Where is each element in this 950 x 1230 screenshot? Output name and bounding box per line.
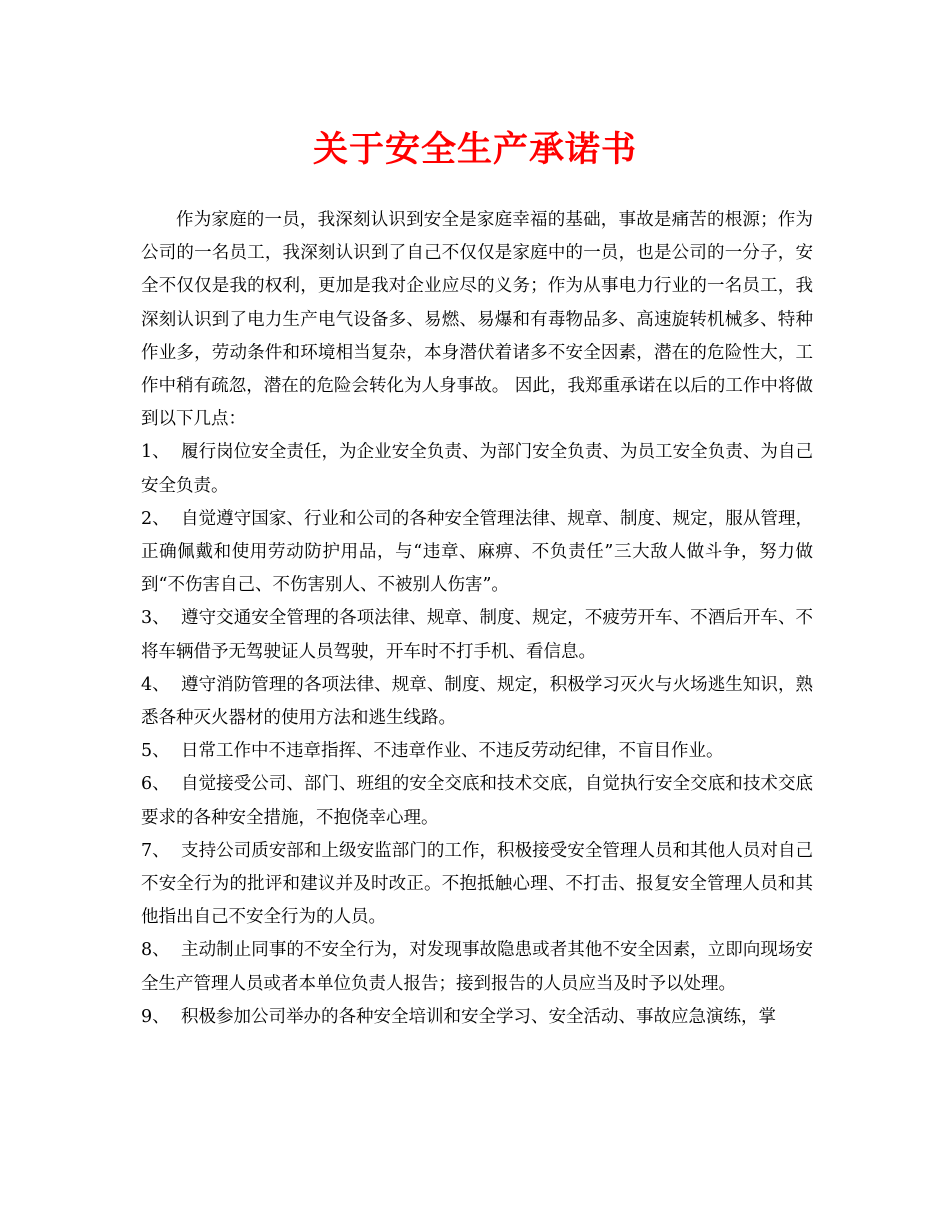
item-number: 3、 <box>141 608 170 629</box>
list-item <box>141 934 813 1000</box>
item-number: 8、 <box>141 940 170 961</box>
item-text: 主动制止同事的不安全行为，对发现事故隐患或者其他不安全因素，立即向现场安全生产管理人员或者本单位负责人报告；接到报告的人员应当及时予以处理。 <box>141 940 813 994</box>
item-number: 4、 <box>141 674 170 695</box>
list-item <box>141 735 813 768</box>
list-item <box>141 1001 813 1034</box>
item-number: 6、 <box>141 774 170 795</box>
document-title: 关于安全生产承诺书 <box>312 129 637 170</box>
list-item <box>141 503 813 603</box>
item-number: 5、 <box>141 741 170 762</box>
item-text: 自觉遵守国家、行业和公司的各种安全管理法律、规章、制度、规定，服从管理，正确佩戴和使用劳动防护用品，与“违章、麻痹、不负责任”三大敌人做斗争，努力做到“不伤害自己、不伤害别人、不被别人伤害”。 <box>141 508 813 596</box>
list-item <box>141 602 813 668</box>
item-text: 日常工作中不违章指挥、不违章作业、不违反劳动纪律，不盲目作业。 <box>181 741 724 762</box>
list-item <box>141 436 813 502</box>
document-body <box>141 204 813 1034</box>
item-number: 7、 <box>141 840 170 861</box>
list-item <box>141 835 813 935</box>
item-number: 1、 <box>141 442 170 463</box>
item-text: 履行岗位安全责任，为企业安全负责、为部门安全负责、为员工安全负责、为自己安全负责。 <box>141 442 813 496</box>
item-text: 自觉接受公司、部门、班组的安全交底和技术交底，自觉执行安全交底和技术交底要求的各种安全措施，不抱侥幸心理。 <box>141 774 813 828</box>
intro-paragraph: 作为家庭的一员，我深刻认识到安全是家庭幸福的基础，事故是痛苦的根源；作为公司的一名员工，我深刻认识到了自己不仅仅是家庭中的一员，也是公司的一分子，安全不仅仅是我的权利，更加是我对企业应尽的义务；作为从事电力行业的一名员工，我深刻认识到了电力生产电气设备多、易燃、易爆和有毒物品多、高速旋转机械多、特种作业多，劳动条件和环境相当复杂，本身潜伏着诸多不安全因素，潜在的危险性大，工作中稍有疏忽，潜在的危险会转化为人身事故。 因此，我郑重承诺在以后的工作中将做到以下几点： <box>141 210 813 430</box>
item-text: 支持公司质安部和上级安监部门的工作，积极接受安全管理人员和其他人员对自己不安全行为的批评和建议并及时改正。不抱抵触心理、不打击、报复安全管理人员和其他指出自己不安全行为的人员。 <box>141 840 813 928</box>
item-text: 遵守消防管理的各项法律、规章、制度、规定，积极学习灭火与火场逃生知识，熟悉各种灭火器材的使用方法和逃生线路。 <box>141 674 813 729</box>
item-number: 9、 <box>141 1006 170 1027</box>
item-text: 积极参加公司举办的各种安全培训和安全学习、安全活动、事故应急演练，掌 <box>181 1006 776 1027</box>
list-item <box>141 669 813 735</box>
item-text: 遵守交通安全管理的各项法律、规章、制度、规定，不疲劳开车、不酒后开车、不将车辆借予无驾驶证人员驾驶，开车时不打手机、看信息。 <box>141 608 813 662</box>
list-item <box>141 768 813 834</box>
item-number: 2、 <box>141 508 170 529</box>
